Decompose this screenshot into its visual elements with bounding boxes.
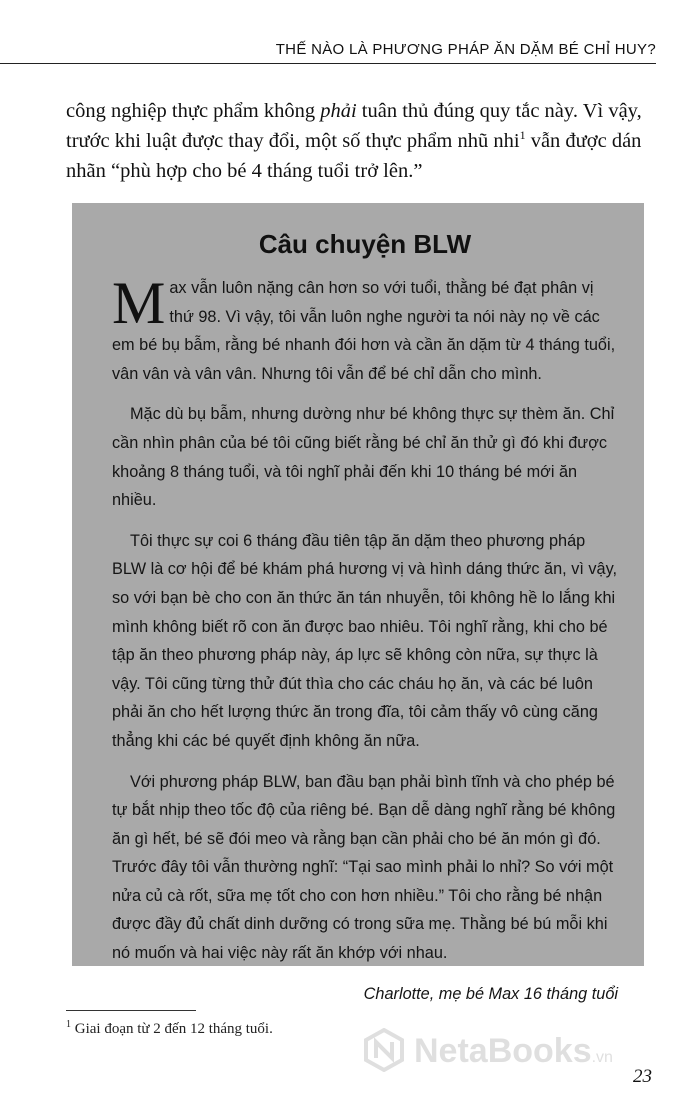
intro-part3: vẫn được dán nhãn “phù hợp cho bé 4 tháng tuổi trở lên.” [66,130,642,182]
footnote-reference: 1 [519,128,526,143]
header-rule [0,63,656,64]
running-header-title: THẾ NÀO LÀ PHƯƠNG PHÁP ĂN DẶM BÉ CHỈ HUY? [275,41,656,58]
story-paragraph-4: Với phương pháp BLW, ban đầu bạn phải bình tĩnh và cho phép bé tự bắt nhịp theo tốc độ của riêng bé. Bạn dễ dàng nghĩ rằng bé không ăn gì hết, bé sẽ đói meo và rằng bạn cần phải cho bé ăn món gì đó. Trước đây tôi vẫn thường nghĩ: “Tại sao mình phải lo nhỉ? So với một nửa củ cà rốt, sữa mẹ tốt cho con hơn nhiều.” Tôi cho rằng bé nhận được đầy đủ chất dinh dưỡng có trong sữa mẹ. Thằng bé bú mỗi khi nó muốn và hai việc này rất ăn khớp với nhau. [112,772,616,963]
footnote [66,1019,273,1038]
intro-part1: công nghiệp thực phẩm không [66,100,321,122]
story-box [72,203,644,1003]
intro-part2: tuân thủ đúng quy tắc này. Vì vậy, trước khi luật được thay đổi, một số thực phẩm nhũ nhi [66,100,642,152]
running-header [0,30,700,64]
intro-paragraph [66,96,646,186]
story-paragraph-3: Tôi thực sự coi 6 tháng đầu tiên tập ăn dặm theo phương pháp BLW là cơ hội để bé khám phá hương vị và hình dáng thức ăn, vì vậy, so với bạn bè cho con ăn thức ăn tán nhuyễn, tôi không hề lo lắng khi mình không biết rõ con ăn được bao nhiêu. Tôi nghĩ rằng, khi cho bé tập ăn theo phương pháp này, áp lực sẽ không còn nữa, sự thực là vậy. Tôi cũng từng thử đút thìa cho các cháu họ ăn, và các bé luôn phải ăn cho hết lượng thức ăn trong đĩa, tôi cảm thấy vô cùng căng thẳng khi các bé quyết định không ăn nữa. [112,531,618,750]
drop-cap: M [112,270,166,336]
footnote-rule [66,1010,196,1011]
footnote-text: Giai đoạn từ 2 đến 12 tháng tuổi. [71,1021,273,1037]
story-signature: Charlotte, mẹ bé Max 16 tháng tuổi [363,984,618,1003]
story-paragraph-1-text: ax vẫn luôn nặng cân hơn so với tuổi, thằng bé đạt phân vị thứ 98. Vì vậy, tôi vẫn luôn nghe người ta nói này nọ về các em bé bụ bẫm, rằng bé nhanh đói hơn và cần ăn dặm từ 4 tháng tuổi, vân vân và vân vân. Nhưng tôi vẫn để bé chỉ dẫn cho mình. [112,279,616,383]
page-number: 23 [633,1066,652,1087]
intro-emphasis: phải [320,100,357,122]
watermark-suffix: .vn [591,1049,613,1066]
story-title: Câu chuyện BLW [258,229,472,259]
watermark-text: NetaBooks.vn [414,1032,613,1070]
story-paragraph-1 [112,270,618,388]
story-paragraph-2: Mặc dù bụ bẫm, nhưng dường như bé không thực sự thèm ăn. Chỉ cần nhìn phân của bé tôi cũng biết rằng bé chỉ ăn thử gì đó khi được khoảng 8 tháng tuổi, và tôi nghĩ phải đến khi 10 tháng bé mới ăn nhiều. [112,405,615,510]
netabooks-logo-icon [362,1028,406,1072]
footnote-number: 1 [66,1019,71,1030]
